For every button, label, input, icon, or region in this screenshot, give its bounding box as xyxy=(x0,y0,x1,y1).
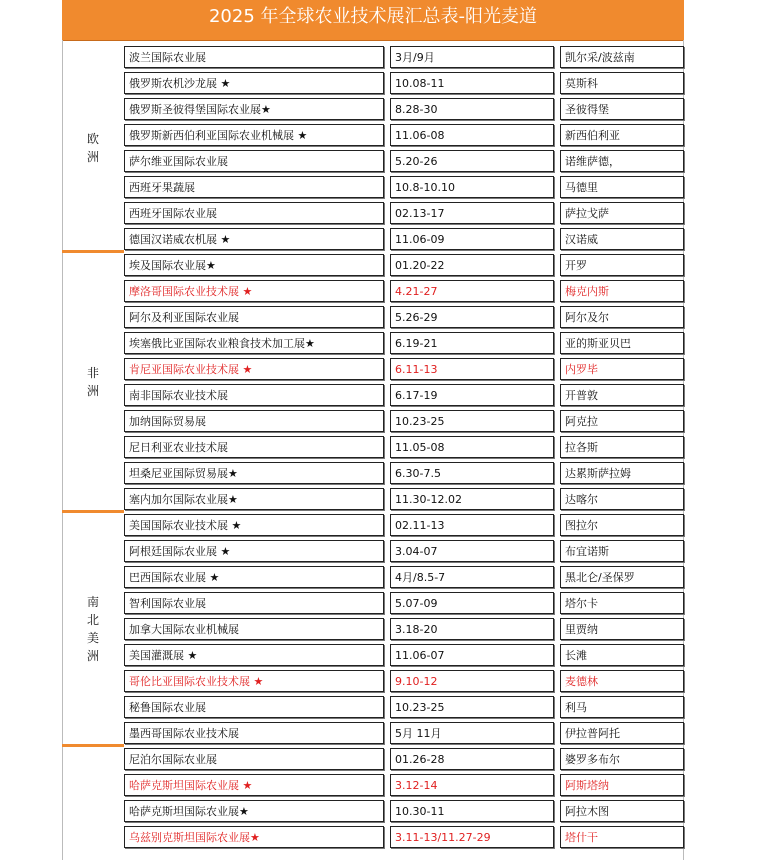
exhibition-name-cell: 俄罗斯圣彼得堡国际农业展★ xyxy=(124,98,384,120)
table-row xyxy=(124,540,684,564)
date-cell: 10.30-11 xyxy=(390,800,554,822)
exhibition-name-cell: 加纳国际贸易展 xyxy=(124,410,384,432)
date-cell: 3.12-14 xyxy=(390,774,554,796)
exhibition-name-cell: 俄罗斯农机沙龙展 ★ xyxy=(124,72,384,94)
table-row xyxy=(124,488,684,512)
city-cell: 圣彼得堡 xyxy=(560,98,684,120)
date-cell: 3月/9月 xyxy=(390,46,554,68)
table-row xyxy=(124,826,684,850)
table-row xyxy=(124,202,684,226)
table-row xyxy=(124,306,684,330)
region-label: 欧洲 xyxy=(86,132,99,164)
date-cell: 6.19-21 xyxy=(390,332,554,354)
date-cell: 3.04-07 xyxy=(390,540,554,562)
region-section xyxy=(62,44,684,252)
exhibition-name-cell: 南非国际农业技术展 xyxy=(124,384,384,406)
region-cell xyxy=(62,252,124,512)
table-row xyxy=(124,722,684,746)
city-cell: 马德里 xyxy=(560,176,684,198)
city-cell: 塔尔卡 xyxy=(560,592,684,614)
date-cell: 5.26-29 xyxy=(390,306,554,328)
date-cell: 5.07-09 xyxy=(390,592,554,614)
exhibition-name-cell: 乌兹别克斯坦国际农业展★ xyxy=(124,826,384,848)
exhibition-name-cell: 萨尔维亚国际农业展 xyxy=(124,150,384,172)
city-cell: 莫斯科 xyxy=(560,72,684,94)
table-row xyxy=(124,176,684,200)
page-title: 2025 年全球农业技术展汇总表-阳光麦道 xyxy=(62,0,684,41)
city-cell: 开普敦 xyxy=(560,384,684,406)
city-cell: 里贾纳 xyxy=(560,618,684,640)
date-cell: 10.8-10.10 xyxy=(390,176,554,198)
exhibition-name-cell: 墨西哥国际农业技术展 xyxy=(124,722,384,744)
table-row xyxy=(124,696,684,720)
region-section xyxy=(62,512,684,746)
exhibition-name-cell: 埃塞俄比亚国际农业粮食技术加工展★ xyxy=(124,332,384,354)
date-cell: 5.20-26 xyxy=(390,150,554,172)
date-cell: 11.06-07 xyxy=(390,644,554,666)
city-cell: 麦德林 xyxy=(560,670,684,692)
table-row xyxy=(124,618,684,642)
city-cell: 凯尔采/波兹南 xyxy=(560,46,684,68)
date-cell: 01.20-22 xyxy=(390,254,554,276)
exhibition-name-cell: 肯尼亚国际农业技术展 ★ xyxy=(124,358,384,380)
city-cell: 汉诺威 xyxy=(560,228,684,250)
exhibition-name-cell: 智利国际农业展 xyxy=(124,592,384,614)
table-row xyxy=(124,800,684,824)
date-cell: 4月/8.5-7 xyxy=(390,566,554,588)
table-row xyxy=(124,514,684,538)
table-row xyxy=(124,566,684,590)
city-cell: 伊拉普阿托 xyxy=(560,722,684,744)
date-cell: 6.17-19 xyxy=(390,384,554,406)
region-section xyxy=(62,746,684,850)
city-cell: 达累斯萨拉姆 xyxy=(560,462,684,484)
table-row xyxy=(124,228,684,252)
table-row xyxy=(124,124,684,148)
region-label: 非洲 xyxy=(86,366,99,398)
city-cell: 长滩 xyxy=(560,644,684,666)
date-cell: 6.30-7.5 xyxy=(390,462,554,484)
region-section xyxy=(62,252,684,512)
exhibition-name-cell: 西班牙果蔬展 xyxy=(124,176,384,198)
exhibition-name-cell: 摩洛哥国际农业技术展 ★ xyxy=(124,280,384,302)
region-cell xyxy=(62,512,124,746)
table-row xyxy=(124,384,684,408)
city-cell: 开罗 xyxy=(560,254,684,276)
table-row xyxy=(124,46,684,70)
table-row xyxy=(124,332,684,356)
city-cell: 阿尔及尔 xyxy=(560,306,684,328)
date-cell: 10.08-11 xyxy=(390,72,554,94)
exhibition-name-cell: 秘鲁国际农业展 xyxy=(124,696,384,718)
city-cell: 阿克拉 xyxy=(560,410,684,432)
date-cell: 11.30-12.02 xyxy=(390,488,554,510)
date-cell: 11.05-08 xyxy=(390,436,554,458)
table-row xyxy=(124,358,684,382)
exhibition-name-cell: 哈萨克斯坦国际农业展★ xyxy=(124,800,384,822)
city-cell: 萨拉戈萨 xyxy=(560,202,684,224)
table-row xyxy=(124,410,684,434)
city-cell: 塔什干 xyxy=(560,826,684,848)
exhibition-name-cell: 阿根廷国际农业展 ★ xyxy=(124,540,384,562)
exhibition-name-cell: 巴西国际农业展 ★ xyxy=(124,566,384,588)
table-row xyxy=(124,98,684,122)
table-row xyxy=(124,644,684,668)
table-row xyxy=(124,670,684,694)
region-label: 南北美洲 xyxy=(86,595,99,663)
exhibition-name-cell: 尼日利亚农业技术展 xyxy=(124,436,384,458)
exhibition-name-cell: 尼泊尔国际农业展 xyxy=(124,748,384,770)
exhibition-name-cell: 俄罗斯新西伯利亚国际农业机械展 ★ xyxy=(124,124,384,146)
city-cell: 内罗毕 xyxy=(560,358,684,380)
table-row xyxy=(124,774,684,798)
date-cell: 01.26-28 xyxy=(390,748,554,770)
city-cell: 阿斯塔纳 xyxy=(560,774,684,796)
date-cell: 11.06-08 xyxy=(390,124,554,146)
exhibition-name-cell: 坦桑尼亚国际贸易展★ xyxy=(124,462,384,484)
date-cell: 10.23-25 xyxy=(390,696,554,718)
date-cell: 02.13-17 xyxy=(390,202,554,224)
exhibition-name-cell: 哥伦比亚国际农业技术展 ★ xyxy=(124,670,384,692)
city-cell: 布宜诺斯 xyxy=(560,540,684,562)
exhibition-name-cell: 塞内加尔国际农业展★ xyxy=(124,488,384,510)
exhibition-name-cell: 波兰国际农业展 xyxy=(124,46,384,68)
date-cell: 5月 11月 xyxy=(390,722,554,744)
date-cell: 3.18-20 xyxy=(390,618,554,640)
city-cell: 诺维萨德， xyxy=(560,150,684,172)
exhibition-summary-page xyxy=(62,0,684,861)
table-row xyxy=(124,72,684,96)
city-cell: 黑北仑/圣保罗 xyxy=(560,566,684,588)
date-cell: 10.23-25 xyxy=(390,410,554,432)
table-row xyxy=(124,436,684,460)
city-cell: 利马 xyxy=(560,696,684,718)
table-row xyxy=(124,150,684,174)
date-cell: 11.06-09 xyxy=(390,228,554,250)
table-row xyxy=(124,592,684,616)
table-row xyxy=(124,748,684,772)
city-cell: 达喀尔 xyxy=(560,488,684,510)
date-cell: 3.11-13/11.27-29 xyxy=(390,826,554,848)
date-cell: 4.21-27 xyxy=(390,280,554,302)
city-cell: 新西伯利亚 xyxy=(560,124,684,146)
exhibition-name-cell: 埃及国际农业展★ xyxy=(124,254,384,276)
city-cell: 婆罗多布尔 xyxy=(560,748,684,770)
table-row xyxy=(124,462,684,486)
region-cell xyxy=(62,44,124,252)
exhibition-name-cell: 哈萨克斯坦国际农业展 ★ xyxy=(124,774,384,796)
city-cell: 阿拉木图 xyxy=(560,800,684,822)
table-row xyxy=(124,254,684,278)
date-cell: 6.11-13 xyxy=(390,358,554,380)
city-cell: 拉各斯 xyxy=(560,436,684,458)
city-cell: 亚的斯亚贝巴 xyxy=(560,332,684,354)
date-cell: 9.10-12 xyxy=(390,670,554,692)
exhibition-name-cell: 美国国际农业技术展 ★ xyxy=(124,514,384,536)
exhibition-name-cell: 加拿大国际农业机械展 xyxy=(124,618,384,640)
exhibition-name-cell: 阿尔及利亚国际农业展 xyxy=(124,306,384,328)
table-row xyxy=(124,280,684,304)
date-cell: 8.28-30 xyxy=(390,98,554,120)
exhibition-name-cell: 西班牙国际农业展 xyxy=(124,202,384,224)
date-cell: 02.11-13 xyxy=(390,514,554,536)
exhibition-name-cell: 德国汉诺威农机展 ★ xyxy=(124,228,384,250)
exhibition-name-cell: 美国灌溉展 ★ xyxy=(124,644,384,666)
city-cell: 梅克内斯 xyxy=(560,280,684,302)
region-cell xyxy=(62,746,124,850)
city-cell: 图拉尔 xyxy=(560,514,684,536)
